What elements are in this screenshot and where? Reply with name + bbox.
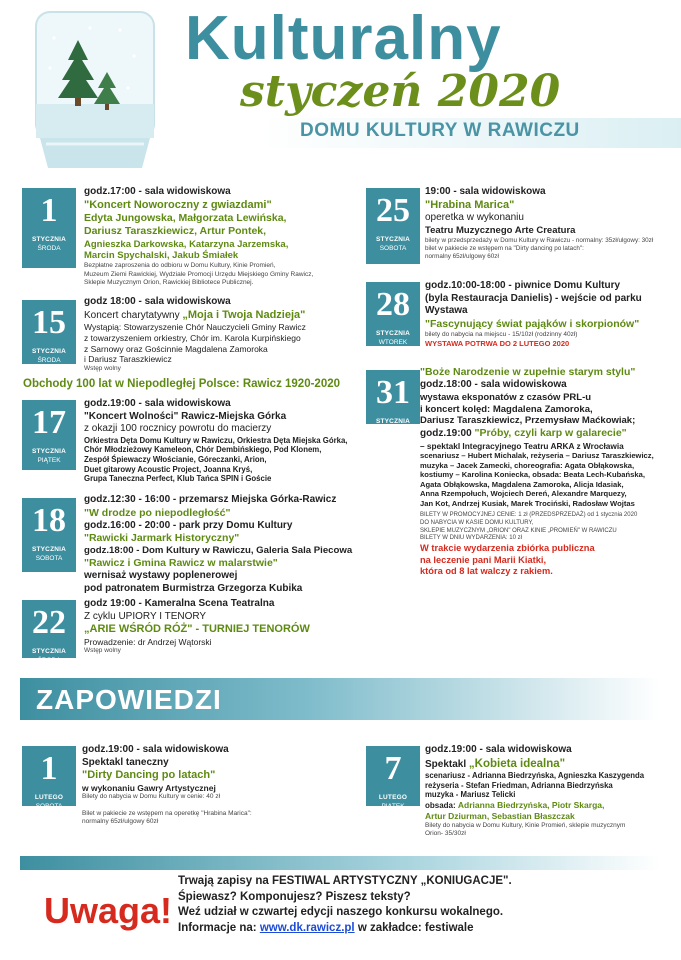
charity-notice: która od 8 lat walczy z rakiem. bbox=[420, 566, 553, 577]
event-time: godz.16:00 - 20:00 - park przy Domu Kultury bbox=[84, 519, 293, 531]
event-title: „Moja i Twoja Nadzieja" bbox=[182, 308, 306, 321]
event-line: w wykonaniu Gawry Artystycznej bbox=[82, 782, 216, 793]
event-line: Spektakl taneczny bbox=[82, 756, 169, 768]
event-title: "Rawicki Jarmark Historyczny" bbox=[84, 532, 240, 545]
event-lead: Spektakl bbox=[425, 758, 467, 770]
event-time: (byla Restauracja Danielis) - wejście od parku bbox=[425, 292, 642, 304]
date-month: STYCZNIA bbox=[375, 330, 411, 337]
event-line: Anna Rzempołuch, Wojciech Dereń, Alexandre Marquezy, bbox=[420, 489, 627, 499]
event-note: DO NABYCIA W KASIE DOMU KULTURY, bbox=[420, 519, 534, 526]
event-line: operetka w wykonaniu bbox=[425, 212, 524, 224]
charity-notice: W trakcie wydarzenia zbiórka publiczna bbox=[420, 543, 595, 554]
date-badge-jan-18 bbox=[22, 498, 76, 572]
section-heading-independence: Obchody 100 lat w Niepodległej Polsce: Rawicz 1920-2020 bbox=[23, 378, 341, 390]
date-weekday: SOBOTA bbox=[379, 245, 407, 252]
event-title: "Boże Narodzenie w zupełnie starym stylu" bbox=[420, 366, 636, 378]
event-line: z Sarnowy oraz Gościnnie Magdalena Zamoroka bbox=[84, 343, 268, 354]
snow-globe-illustration bbox=[30, 8, 160, 173]
date-month: STYCZNIA bbox=[31, 448, 67, 455]
date-month: STYCZNIA bbox=[31, 648, 67, 655]
organizer-name: DOMU KULTURY W RAWICZU bbox=[300, 120, 580, 141]
event-jan-28 bbox=[425, 280, 677, 348]
date-day: 25 bbox=[376, 192, 410, 229]
date-weekday: PIĄTEK bbox=[381, 427, 405, 434]
event-title: „ARIE WŚRÓD RÓŻ" - TURNIEJ TENORÓW bbox=[84, 623, 310, 635]
performers-line: Agnieszka Darkowska, Katarzyna Jarzemska, bbox=[84, 238, 289, 250]
date-day: 17 bbox=[32, 404, 66, 441]
date-month: STYCZNIA bbox=[31, 546, 67, 553]
event-note: BILETY W PROMOCYJNEJ CENIE: 1 zł (PRZEDSPRZEDAŻ) od 1 stycznia 2020 bbox=[420, 512, 638, 519]
event-line: Prowadzenie: dr Andrzej Wątorski bbox=[84, 636, 212, 647]
footer-band bbox=[20, 856, 660, 870]
event-jan-18 bbox=[84, 494, 360, 595]
footer-line: Trwają zapisy na FESTIWAL ARTYSTYCZNY „KONIUGACJE". bbox=[178, 875, 512, 887]
event-line: reżyseria - Stefan Friedman, Adrianna Biedrzyńska bbox=[425, 780, 613, 790]
date-day: 1 bbox=[40, 750, 58, 787]
event-note: Muzeum Ziemi Rawickiej, Wydziale Promocji Urzędu Miejskiego Gminy Rawicz, bbox=[84, 270, 314, 278]
event-note: bilety w przedsprzedaży w Domu Kultury w Rawiczu - normalny: 35zł/ulgowy: 30zł bbox=[425, 236, 654, 244]
date-badge-jan-15 bbox=[22, 300, 76, 364]
event-title: „Kobieta idealna" bbox=[468, 757, 566, 770]
date-day: 28 bbox=[376, 286, 410, 323]
event-title: "Hrabina Marica" bbox=[425, 198, 515, 211]
event-line: z towarzyszeniem orkiestry, Chór im. Karola Kurpińskiego bbox=[84, 332, 301, 343]
cast-label: obsada: bbox=[425, 801, 456, 811]
event-title: "Koncert Noworoczny z gwiazdami" bbox=[84, 198, 272, 211]
event-note: bilety do nabycia na miejscu - 15/10zł (rodzinny 40zł) bbox=[425, 330, 578, 338]
event-line: wystawa eksponatów z czasów PRL-u bbox=[420, 391, 592, 403]
event-line: – spektakl Integracyjnego Teatru ARKA z Wrocławia bbox=[420, 440, 624, 451]
date-badge-feb-1 bbox=[22, 746, 76, 810]
event-title: "Dirty Dancing po latach" bbox=[82, 769, 216, 781]
event-time: godz 19:00 - Kameralna Scena Teatralna bbox=[84, 598, 275, 609]
date-month: STYCZNIA bbox=[375, 236, 411, 243]
date-badge-jan-17 bbox=[22, 400, 76, 470]
event-jan-1 bbox=[84, 186, 354, 288]
announcements-heading: ZAPOWIEDZI bbox=[36, 684, 222, 715]
event-note: BILETY W DNIU WYDARZENIA: 10 zł bbox=[420, 535, 522, 542]
festival-announcement bbox=[178, 874, 512, 936]
date-weekday: ŚRODA bbox=[37, 245, 61, 252]
event-note: Orion- 35/30zł bbox=[425, 830, 466, 838]
event-title: "Rawicz i Gmina Rawicz w malarstwie" bbox=[84, 557, 278, 570]
event-line: Dariusz Taraszkiewicz, Przemysław Maćkowiak; bbox=[420, 415, 636, 427]
cast-line: Adrianna Biedrzyńska, Piotr Skarga, bbox=[457, 800, 605, 811]
event-line: Teatru Muzycznego Arte Creatura bbox=[425, 224, 576, 236]
date-day: 1 bbox=[40, 192, 58, 229]
event-lead: Koncert charytatywny bbox=[84, 309, 180, 321]
footer-line: Informacje na: bbox=[178, 921, 257, 934]
event-line: Z cyklu UPIORY I TENORY bbox=[84, 610, 207, 622]
event-note: normalny 65zł/ulgowy 60zł bbox=[82, 818, 159, 826]
event-note: Bilety do nabycia w Domu Kultury w cenie: 40 zł bbox=[82, 793, 221, 801]
event-time: godz 18:00 - sala widowiskowa bbox=[84, 296, 231, 307]
event-title: "W drodze po niepodległość" bbox=[84, 506, 231, 519]
attention-label: Uwaga! bbox=[44, 890, 173, 931]
date-weekday: ŚRODA bbox=[37, 657, 61, 664]
performers-line: Chór Młodzieżowy Kameleon, Chór Dembińskiego, Pod Klonem, bbox=[84, 445, 322, 455]
date-weekday: PIĄTEK bbox=[37, 457, 61, 464]
date-month: LUTEGO bbox=[378, 794, 408, 801]
date-month: STYCZNIA bbox=[31, 348, 67, 355]
footer-line: Weź udział w czwartej edycji naszego konkursu wokalnego. bbox=[178, 906, 504, 919]
date-badge-jan-31 bbox=[366, 370, 420, 434]
date-month: LUTEGO bbox=[34, 794, 64, 801]
cast-line: Artur Dziurman, Sebastian Błaszczak bbox=[425, 811, 575, 822]
event-line: z okazji 100 rocznicy powrotu do macierzy bbox=[84, 423, 272, 434]
date-month: STYCZNIA bbox=[31, 236, 67, 243]
date-badge-jan-25 bbox=[366, 188, 420, 264]
event-line: i Dariusz Taraszkiewicz bbox=[84, 354, 172, 365]
exhibition-notice: WYSTAWA POTRWA DO 2 LUTEGO 2020 bbox=[425, 339, 570, 349]
performers-line: Dariusz Taraszkiewicz, Artur Pontek, bbox=[84, 225, 267, 238]
event-time: godz.19:00 - sala widowiskowa bbox=[425, 744, 572, 755]
event-note: Bezpłatne zaproszenia do odbioru w Domu Kultury, Kinie Promień, bbox=[84, 262, 276, 270]
event-jan-25 bbox=[425, 186, 675, 261]
event-line: pod patronatem Burmistrza Grzegorza Kubika bbox=[84, 582, 303, 594]
event-line: kostiumy – Karolina Koniecka, obsada: Beata Lech-Kubańska, bbox=[420, 470, 645, 480]
event-line: muzyka - Mariusz Telicki bbox=[425, 790, 516, 800]
performers-line: Zespół Śpiewaczy Włościanie, Góreczanki, Arion, bbox=[84, 454, 267, 464]
date-weekday: WTOREK bbox=[378, 339, 408, 346]
event-title: "Próby, czyli karp w galarecie" bbox=[474, 427, 627, 440]
event-note: Wstęp wolny bbox=[84, 364, 121, 372]
event-feb-1 bbox=[82, 744, 352, 827]
event-note: bilet w pakiecie ze wstępem na "Dirty dancing po latach": bbox=[425, 244, 584, 252]
event-time: godz.12:30 - 16:00 - przemarsz Miejska Górka-Rawicz bbox=[84, 494, 337, 505]
date-weekday: SOBOTA bbox=[35, 555, 63, 562]
event-time: godz.17:00 - sala widowiskowa bbox=[84, 186, 231, 197]
event-time: godz.18:00 - sala widowiskowa bbox=[420, 379, 567, 391]
event-note: SKLEPIE MUZYCZNYM „ORION" ORAZ KINIE „PROMIEŃ" W RAWICZU bbox=[420, 527, 617, 534]
date-badge-jan-1 bbox=[22, 188, 76, 268]
footer-line: Śpiewasz? Komponujesz? Piszesz teksty? bbox=[178, 890, 411, 903]
date-day: 31 bbox=[376, 374, 410, 411]
event-jan-15 bbox=[84, 296, 354, 373]
event-time: godz.19:00 - sala widowiskowa bbox=[84, 398, 231, 409]
date-day: 15 bbox=[32, 304, 66, 341]
page-subtitle: styczeń 2020 bbox=[240, 66, 561, 117]
event-note: Wstęp wolny bbox=[84, 647, 121, 655]
performers-line: Duet gitarowy Acoustic Project, Joanna Kryś, bbox=[84, 464, 253, 474]
date-day: 7 bbox=[384, 750, 402, 787]
event-jan-31 bbox=[420, 366, 676, 578]
charity-notice: na leczenie pani Marii Kiatki, bbox=[420, 554, 547, 565]
date-weekday: ŚRODA bbox=[37, 357, 61, 364]
header bbox=[0, 0, 681, 180]
event-title: "Fascynujący świat pająków i skorpionów" bbox=[425, 317, 640, 330]
event-line: Wystawa bbox=[425, 305, 468, 316]
event-line: i koncert kolęd: Magdalena Zamoroka, bbox=[420, 403, 593, 415]
date-month: STYCZNIA bbox=[375, 418, 411, 425]
event-note: Bilet w pakiecie ze wstępem na operetkę "Hrabina Marica": bbox=[82, 809, 252, 817]
event-jan-17 bbox=[84, 398, 356, 484]
performers-line: Grupa Taneczna Perfect, Klub Tańca SPIN i Goście bbox=[84, 474, 272, 484]
performers-line: Orkiestra Dęta Domu Kultury w Rawiczu, Orkiestra Dęta Miejska Górka, bbox=[84, 435, 348, 445]
website-link[interactable]: www.dk.rawicz.pl bbox=[259, 921, 355, 934]
event-time: godz.19:00 - sala widowiskowa bbox=[82, 744, 229, 755]
page-title: Kulturalny bbox=[185, 4, 502, 73]
event-line: muzyka – Jacek Zamecki, choreografia: Agata Obłąkowska, bbox=[420, 460, 635, 470]
event-feb-7 bbox=[425, 744, 677, 839]
event-title: "Koncert Wolności" Rawicz-Miejska Górka bbox=[84, 410, 287, 422]
event-line: Jan Kot, Andrzej Kusiak, Marek Trociński, Radosław Wojtas bbox=[420, 498, 635, 508]
date-weekday: SOBOTA bbox=[35, 803, 63, 810]
date-weekday: PIĄTEK bbox=[381, 803, 405, 810]
performers-line: Edyta Jungowska, Małgorzata Lewińska, bbox=[84, 212, 287, 225]
event-jan-22 bbox=[84, 598, 356, 656]
event-note: Bilety do nabycia w Domu Kultury, Kinie Promień, sklepie muzycznym bbox=[425, 821, 626, 829]
event-note: Sklepie Muzycznym Orion, Rawickiej Bibliotece Publicznej. bbox=[84, 279, 254, 287]
date-badge-jan-22 bbox=[22, 600, 76, 664]
event-line: wernisaż wystawy poplenerowej bbox=[84, 570, 238, 582]
event-time: godz.18:00 - Dom Kultury w Rawiczu, Galeria Sala Piecowa bbox=[84, 545, 353, 557]
event-time: godz.19:00 bbox=[420, 428, 472, 440]
event-line: scenariusz – Hubert Michalak, reżyseria – Dariusz Taraszkiewicz, bbox=[420, 451, 654, 461]
event-note: normalny 65zł/ulgowy 60zł bbox=[425, 252, 499, 260]
event-line: Agata Obłąkowska, Magdalena Zamoroka, Alicja Idasiak, bbox=[420, 479, 624, 489]
event-time: 19:00 - sala widowiskowa bbox=[425, 186, 546, 197]
date-day: 18 bbox=[32, 502, 66, 539]
date-badge-feb-7 bbox=[366, 746, 420, 810]
event-time: godz.10:00-18:00 - piwnice Domu Kultury bbox=[425, 280, 621, 291]
footer-line: w zakładce: festiwale bbox=[357, 921, 474, 934]
date-day: 22 bbox=[32, 604, 66, 641]
date-badge-jan-28 bbox=[366, 282, 420, 346]
event-line: Wystąpią: Stowarzyszenie Chór Nauczycieli Gminy Rawicz bbox=[84, 322, 306, 333]
performers-line: Marcin Spychalski, Jakub Śmiałek bbox=[84, 250, 239, 262]
event-line: scenariusz - Adrianna Biedrzyńska, Agnieszka Kaszygenda bbox=[425, 771, 645, 780]
